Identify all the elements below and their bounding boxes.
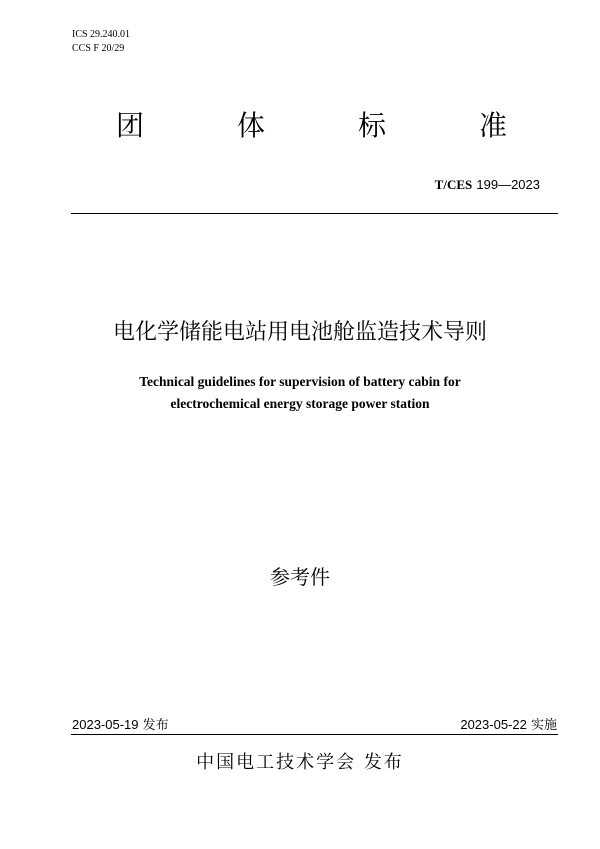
document-title-chinese: 电化学储能电站用电池舱监造技术导则: [112, 320, 487, 345]
standard-type-heading: [0, 106, 600, 146]
implement-date-value: 2023-05-22: [460, 717, 527, 732]
publish-date-label: 发布: [142, 718, 169, 733]
footer-divider: [71, 734, 558, 735]
standard-number-value: 199—2023: [476, 177, 540, 192]
implement-date: [460, 716, 557, 735]
implement-date-label: 实施: [530, 718, 557, 733]
standard-type-char: 团: [116, 109, 145, 142]
standard-type-char: 标: [358, 109, 387, 142]
standard-type-char: 准: [479, 109, 508, 142]
standard-number-prefix: T/CES: [434, 177, 473, 192]
english-title-line-1: Technical guidelines for supervision of battery cabin for: [139, 374, 461, 389]
standard-number: [435, 176, 540, 195]
publisher-line: [0, 750, 600, 776]
publish-date-value: 2023-05-19: [72, 717, 139, 732]
publisher-action: 发布: [363, 752, 404, 773]
document-title-english: [0, 371, 600, 415]
publisher-organization: 中国电工技术学会: [196, 752, 357, 773]
english-title-line-2: electrochemical energy storage power station: [170, 396, 430, 411]
standard-type-char: 体: [237, 109, 266, 142]
reference-label: 参考件: [270, 565, 330, 589]
header-divider: [71, 213, 558, 214]
ccs-code: CCS F 20/29: [72, 43, 125, 54]
publish-date: [72, 716, 169, 735]
ics-code: ICS 29.240.01: [72, 29, 131, 40]
classification-codes: [72, 28, 130, 56]
